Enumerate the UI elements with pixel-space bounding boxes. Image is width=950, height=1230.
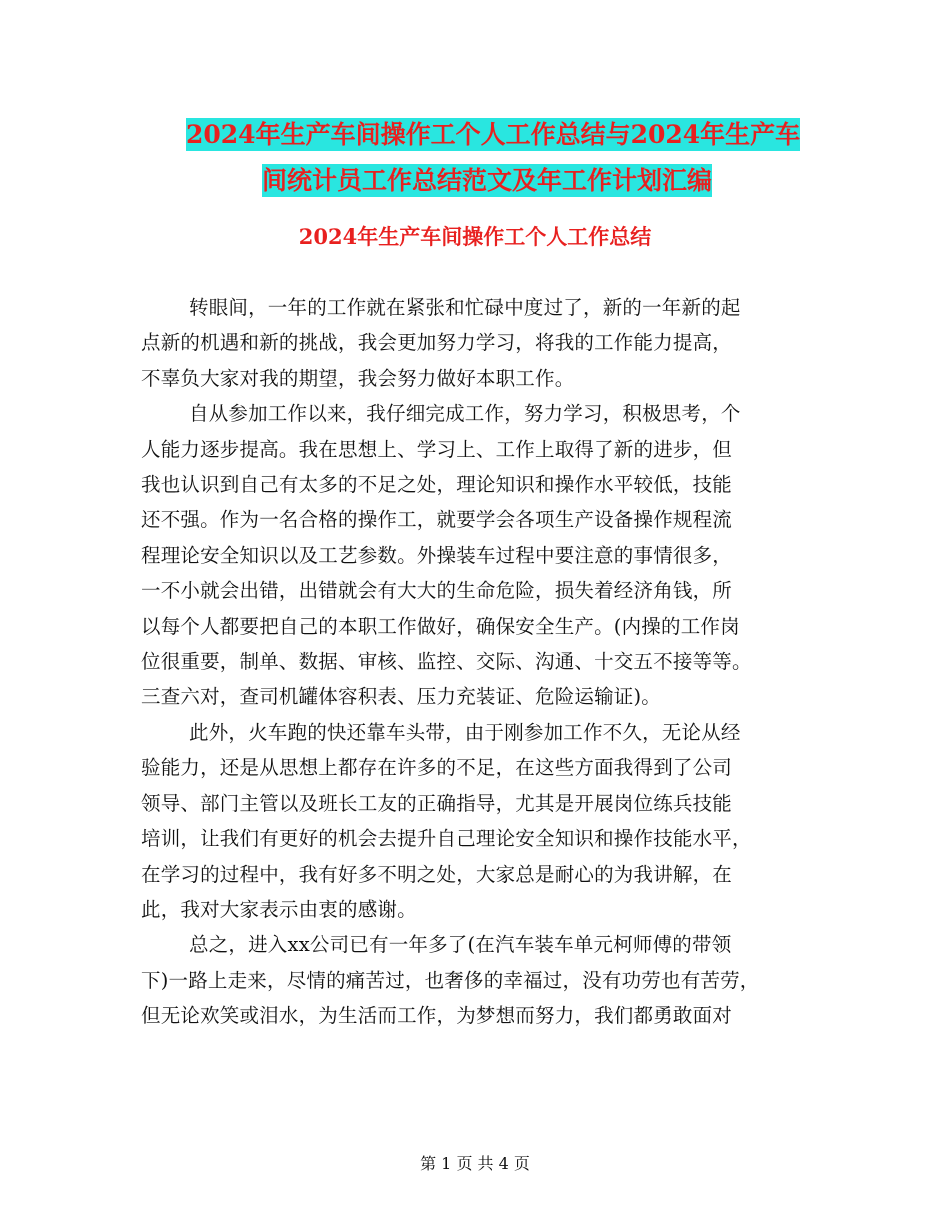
title-highlight-2: 间统计员工作总结范文及年工作计划汇编 bbox=[262, 166, 713, 195]
document-title bbox=[0, 112, 950, 204]
body-text bbox=[141, 290, 807, 1034]
text-line: 下)一路上走来，尽情的痛苦过，也奢侈的幸福过，没有功劳也有苦劳， bbox=[141, 968, 760, 992]
text-line: 自从参加工作以来，我仔细完成工作，努力学习，积极思考，个 bbox=[189, 402, 741, 426]
text-line: 人能力逐步提高。我在思想上、学习上、工作上取得了新的进步，但 bbox=[141, 437, 733, 461]
text-line: 以每个人都要把自己的本职工作做好，确保安全生产。(内操的工作岗 bbox=[141, 614, 740, 638]
title-highlight-1: 2024年生产车间操作工个人工作总结与2024年生产车 bbox=[186, 120, 801, 149]
text-line: 此，我对大家表示由衷的感谢。 bbox=[141, 897, 417, 921]
text-line: 三查六对，查司机罐体容积表、压力充装证、危险运输证)。 bbox=[141, 685, 662, 709]
text-line: 在学习的过程中，我有好多不明之处，大家总是耐心的为我讲解，在 bbox=[141, 862, 733, 886]
title-line-1 bbox=[0, 112, 950, 158]
text-line: 我也认识到自己有太多的不足之处，理论知识和操作水平较低，技能 bbox=[141, 473, 733, 497]
text-line: 总之，进入xx公司已有一年多了(在汽车装车单元柯师傅的带领 bbox=[189, 933, 732, 957]
text-line: 还不强。作为一名合格的操作工，就要学会各项生产设备操作规程流 bbox=[141, 508, 733, 532]
section-title: 2024年生产车间操作工个人工作总结 bbox=[298, 224, 652, 249]
text-line: 一不小就会出错，出错就会有大大的生命危险，损失着经济角钱，所 bbox=[141, 579, 733, 603]
text-line: 转眼间，一年的工作就在紧张和忙碌中度过了，新的一年新的起 bbox=[189, 296, 741, 319]
title-line-2 bbox=[0, 158, 950, 204]
text-line: 验能力，还是从思想上都存在许多的不足，在这些方面我得到了公司 bbox=[141, 756, 733, 780]
text-line: 点新的机遇和新的挑战，我会更加努力学习，将我的工作能力提高， bbox=[141, 331, 733, 355]
page-footer: 第 1 页 共 4 页 bbox=[420, 1154, 530, 1173]
text-line: 但无论欢笑或泪水，为生活而工作，为梦想而努力，我们都勇敢面对 bbox=[141, 1004, 733, 1028]
text-line: 程理论安全知识以及工艺参数。外操装车过程中要注意的事情很多， bbox=[141, 543, 733, 567]
text-line: 此外，火车跑的快还靠车头带，由于刚参加工作不久，无论从经 bbox=[189, 720, 741, 744]
text-line: 培训，让我们有更好的机会去提升自己理论安全知识和操作技能水平， bbox=[141, 827, 752, 851]
text-line: 领导、部门主管以及班长工友的正确指导，尤其是开展岗位练兵技能 bbox=[141, 791, 733, 815]
text-line: 不辜负大家对我的期望，我会努力做好本职工作。 bbox=[141, 366, 575, 390]
text-line: 位很重要，制单、数据、审核、监控、交际、沟通、十交五不接等等。 bbox=[141, 650, 752, 674]
